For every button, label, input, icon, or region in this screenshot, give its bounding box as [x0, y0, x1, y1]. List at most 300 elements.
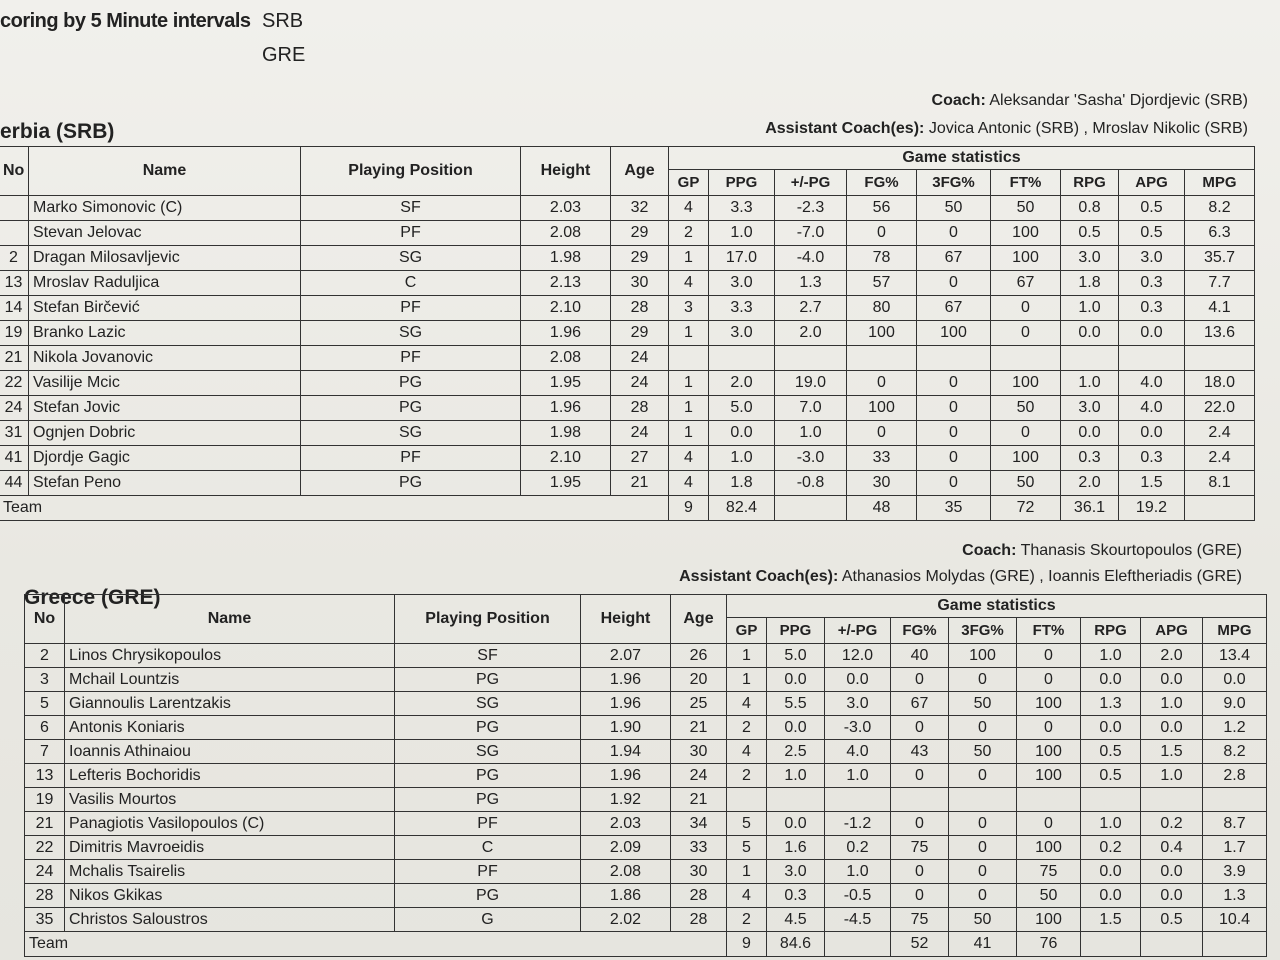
cell-r4-c6: 2.5 [767, 740, 825, 764]
cell-r10-c9: 0 [949, 884, 1017, 908]
header-stat-5: FT% [991, 170, 1061, 196]
cell-r11-c7: -4.5 [825, 908, 891, 932]
cell-r4-c2: SG [395, 740, 581, 764]
cell-r11-c13: 8.1 [1185, 471, 1255, 496]
cell-r9-c7: 1.0 [775, 421, 847, 446]
cell-r8-c1: Dimitris Mavroeidis [65, 836, 395, 860]
player-row [25, 668, 1267, 692]
cell-r2-c9: 50 [949, 692, 1017, 716]
cell-r0-c3: 2.07 [581, 644, 671, 668]
cell-r3-c13: 1.2 [1203, 716, 1267, 740]
cell-r6-c1: Nikola Jovanovic [29, 346, 301, 371]
cell-r1-c2: PG [395, 668, 581, 692]
cell-r10-c11: 0.3 [1061, 446, 1119, 471]
header-game-statistics: Game statistics [727, 595, 1267, 618]
cell-r4-c1: Stefan Birčević [29, 296, 301, 321]
cell-r0-c12: 2.0 [1141, 644, 1203, 668]
cell-r1-c1: Stevan Jelovac [29, 221, 301, 246]
cell-r6-c2: PF [301, 346, 521, 371]
cell-r2-c6: 5.5 [767, 692, 825, 716]
cell-r2-c5: 1 [669, 246, 709, 271]
cell-r9-c0: 24 [25, 860, 65, 884]
cell-r9-c1: Ognjen Dobric [29, 421, 301, 446]
total-2 [775, 496, 847, 521]
cell-r10-c6: 1.0 [709, 446, 775, 471]
cell-r4-c13: 4.1 [1185, 296, 1255, 321]
cell-r7-c10: 100 [991, 371, 1061, 396]
gre-assistant-label: Assistant Coach(es): [679, 568, 839, 585]
cell-r8-c1: Stefan Jovic [29, 396, 301, 421]
player-row [25, 836, 1267, 860]
cell-r4-c4: 30 [671, 740, 727, 764]
header-stat-3: FG% [847, 170, 917, 196]
header-col-position: Playing Position [301, 147, 521, 196]
cell-r6-c5 [669, 346, 709, 371]
cell-r10-c9: 0 [917, 446, 991, 471]
player-row [0, 396, 1255, 421]
cell-r0-c12: 0.5 [1119, 196, 1185, 221]
cell-r9-c2: SG [301, 421, 521, 446]
cell-r10-c12: 0.3 [1119, 446, 1185, 471]
header-col-no: No [25, 595, 65, 644]
cell-r3-c0: 13 [0, 271, 29, 296]
cell-r3-c13: 7.7 [1185, 271, 1255, 296]
cell-r4-c7: 4.0 [825, 740, 891, 764]
player-row [0, 246, 1255, 271]
cell-r11-c2: PG [301, 471, 521, 496]
total-6: 36.1 [1061, 496, 1119, 521]
cell-r3-c8: 0 [891, 716, 949, 740]
cell-r1-c8: 0 [847, 221, 917, 246]
cell-r4-c0: 14 [0, 296, 29, 321]
cell-r10-c5: 4 [669, 446, 709, 471]
player-row [0, 346, 1255, 371]
cell-r5-c1: Branko Lazic [29, 321, 301, 346]
cell-r5-c10: 0 [991, 321, 1061, 346]
player-row [25, 788, 1267, 812]
cell-r5-c0: 13 [25, 764, 65, 788]
cell-r9-c13: 2.4 [1185, 421, 1255, 446]
cell-r1-c6: 1.0 [709, 221, 775, 246]
cell-r0-c6: 5.0 [767, 644, 825, 668]
header-stat-7: APG [1141, 618, 1203, 644]
header-col-height: Height [521, 147, 611, 196]
cell-r1-c4: 20 [671, 668, 727, 692]
cell-r4-c10: 0 [991, 296, 1061, 321]
gre-stats-table [24, 594, 1267, 957]
cell-r0-c11: 1.0 [1081, 644, 1141, 668]
cell-r10-c11: 0.0 [1081, 884, 1141, 908]
cell-r7-c1: Panagiotis Vasilopoulos (C) [65, 812, 395, 836]
cell-r0-c1: Linos Chrysikopoulos [65, 644, 395, 668]
cell-r6-c4: 21 [671, 788, 727, 812]
cell-r5-c11: 0.5 [1081, 764, 1141, 788]
cell-r1-c11: 0.5 [1061, 221, 1119, 246]
cell-r7-c2: PG [301, 371, 521, 396]
header-game-statistics: Game statistics [669, 147, 1255, 170]
header-col-position: Playing Position [395, 595, 581, 644]
cell-r9-c8: 0 [847, 421, 917, 446]
cell-r10-c3: 1.86 [581, 884, 671, 908]
cell-r7-c0: 22 [0, 371, 29, 396]
cell-r6-c12 [1119, 346, 1185, 371]
cell-r10-c2: PF [301, 446, 521, 471]
cell-r1-c0 [0, 221, 29, 246]
cell-r2-c11: 1.3 [1081, 692, 1141, 716]
cell-r2-c1: Giannoulis Larentzakis [65, 692, 395, 716]
cell-r5-c6: 1.0 [767, 764, 825, 788]
cell-r4-c12: 1.5 [1141, 740, 1203, 764]
cell-r3-c6: 0.0 [767, 716, 825, 740]
player-row [0, 446, 1255, 471]
cell-r10-c2: PG [395, 884, 581, 908]
cell-r2-c12: 1.0 [1141, 692, 1203, 716]
cell-r6-c9 [949, 788, 1017, 812]
total-3: 52 [891, 932, 949, 957]
cell-r10-c8: 0 [891, 884, 949, 908]
cell-r1-c1: Mchail Lountzis [65, 668, 395, 692]
cell-r10-c7: -3.0 [775, 446, 847, 471]
cell-r9-c6: 0.0 [709, 421, 775, 446]
cell-r9-c9: 0 [917, 421, 991, 446]
total-7 [1141, 932, 1203, 957]
srb-assistant-label: Assistant Coach(es): [765, 120, 925, 137]
player-row [25, 692, 1267, 716]
cell-r9-c13: 3.9 [1203, 860, 1267, 884]
cell-r6-c6 [709, 346, 775, 371]
cell-r4-c5: 4 [727, 740, 767, 764]
cell-r4-c5: 3 [669, 296, 709, 321]
cell-r2-c12: 3.0 [1119, 246, 1185, 271]
cell-r10-c4: 27 [611, 446, 669, 471]
cell-r1-c5: 1 [727, 668, 767, 692]
cell-r2-c2: SG [395, 692, 581, 716]
cell-r7-c11: 1.0 [1081, 812, 1141, 836]
cell-r11-c4: 28 [671, 908, 727, 932]
cell-r7-c8: 0 [891, 812, 949, 836]
cell-r6-c11 [1081, 788, 1141, 812]
cell-r3-c5: 4 [669, 271, 709, 296]
header-stat-7: APG [1119, 170, 1185, 196]
cell-r6-c3: 1.92 [581, 788, 671, 812]
cell-r8-c10: 50 [991, 396, 1061, 421]
cell-r7-c3: 2.03 [581, 812, 671, 836]
cell-r2-c2: SG [301, 246, 521, 271]
cell-r0-c7: 12.0 [825, 644, 891, 668]
cell-r0-c4: 32 [611, 196, 669, 221]
cell-r11-c3: 1.95 [521, 471, 611, 496]
cell-r8-c6: 1.6 [767, 836, 825, 860]
cell-r8-c5: 1 [669, 396, 709, 421]
header-col-name: Name [65, 595, 395, 644]
cell-r11-c1: Stefan Peno [29, 471, 301, 496]
cell-r8-c13: 22.0 [1185, 396, 1255, 421]
cell-r7-c10: 0 [1017, 812, 1081, 836]
cell-r11-c0: 35 [25, 908, 65, 932]
total-0: 9 [727, 932, 767, 957]
cell-r3-c3: 1.90 [581, 716, 671, 740]
cell-r9-c5: 1 [727, 860, 767, 884]
player-row [25, 764, 1267, 788]
cell-r1-c10: 100 [991, 221, 1061, 246]
header-stat-0: GP [727, 618, 767, 644]
cell-r2-c10: 100 [1017, 692, 1081, 716]
cell-r8-c11: 3.0 [1061, 396, 1119, 421]
cell-r5-c5: 2 [727, 764, 767, 788]
cell-r9-c12: 0.0 [1119, 421, 1185, 446]
cell-r10-c12: 0.0 [1141, 884, 1203, 908]
cell-r10-c3: 2.10 [521, 446, 611, 471]
cell-r1-c11: 0.0 [1081, 668, 1141, 692]
cell-r2-c4: 25 [671, 692, 727, 716]
cell-r1-c4: 29 [611, 221, 669, 246]
cell-r7-c4: 24 [611, 371, 669, 396]
cell-r11-c8: 75 [891, 908, 949, 932]
cell-r6-c10 [1017, 788, 1081, 812]
team-total-label: Team [0, 496, 669, 521]
gre-coach-name: Thanasis Skourtopoulos (GRE) [1020, 542, 1242, 559]
cell-r5-c8: 0 [891, 764, 949, 788]
cell-r5-c2: SG [301, 321, 521, 346]
total-3: 48 [847, 496, 917, 521]
cell-r3-c12: 0.3 [1119, 271, 1185, 296]
cell-r5-c7: 2.0 [775, 321, 847, 346]
cell-r6-c7 [775, 346, 847, 371]
cell-r0-c10: 0 [1017, 644, 1081, 668]
srb-coach-name: Aleksandar 'Sasha' Djordjevic (SRB) [989, 92, 1248, 109]
cell-r8-c12: 4.0 [1119, 396, 1185, 421]
cell-r10-c5: 4 [727, 884, 767, 908]
srb-coach-line [932, 92, 1248, 110]
cell-r10-c7: -0.5 [825, 884, 891, 908]
header-stat-1: PPG [709, 170, 775, 196]
cell-r10-c4: 28 [671, 884, 727, 908]
gre-team-title: Greece (GRE) [24, 586, 161, 609]
total-6 [1081, 932, 1141, 957]
cell-r6-c13 [1203, 788, 1267, 812]
cell-r3-c11: 1.8 [1061, 271, 1119, 296]
cell-r5-c0: 19 [0, 321, 29, 346]
player-row [0, 371, 1255, 396]
cell-r10-c13: 1.3 [1203, 884, 1267, 908]
cell-r3-c6: 3.0 [709, 271, 775, 296]
cell-r0-c13: 8.2 [1185, 196, 1255, 221]
cell-r0-c1: Marko Simonovic (C) [29, 196, 301, 221]
cell-r5-c9: 0 [949, 764, 1017, 788]
player-row [25, 716, 1267, 740]
team-total-label: Team [25, 932, 727, 957]
header-stat-3: FG% [891, 618, 949, 644]
cell-r10-c10: 50 [1017, 884, 1081, 908]
cell-r7-c9: 0 [949, 812, 1017, 836]
cell-r6-c5 [727, 788, 767, 812]
cell-r1-c13: 0.0 [1203, 668, 1267, 692]
cell-r4-c7: 2.7 [775, 296, 847, 321]
cell-r5-c3: 1.96 [581, 764, 671, 788]
cell-r2-c5: 4 [727, 692, 767, 716]
cell-r5-c13: 2.8 [1203, 764, 1267, 788]
cell-r9-c10: 0 [991, 421, 1061, 446]
cell-r6-c6 [767, 788, 825, 812]
cell-r0-c8: 40 [891, 644, 949, 668]
cell-r7-c0: 21 [25, 812, 65, 836]
cell-r9-c1: Mchalis Tsairelis [65, 860, 395, 884]
cell-r8-c0: 22 [25, 836, 65, 860]
cell-r3-c7: 1.3 [775, 271, 847, 296]
cell-r3-c10: 0 [1017, 716, 1081, 740]
cell-r5-c8: 100 [847, 321, 917, 346]
cell-r8-c0: 24 [0, 396, 29, 421]
player-row [25, 644, 1267, 668]
cell-r10-c0: 41 [0, 446, 29, 471]
cell-r11-c3: 2.02 [581, 908, 671, 932]
cell-r9-c0: 31 [0, 421, 29, 446]
cell-r4-c8: 80 [847, 296, 917, 321]
cell-r11-c12: 0.5 [1141, 908, 1203, 932]
cell-r11-c10: 100 [1017, 908, 1081, 932]
cell-r10-c1: Djordje Gagic [29, 446, 301, 471]
cell-r8-c3: 1.96 [521, 396, 611, 421]
sheet-header-title: coring by 5 Minute intervals [0, 10, 251, 32]
header-stat-2: +/-PG [775, 170, 847, 196]
cell-r4-c13: 8.2 [1203, 740, 1267, 764]
cell-r0-c0: 2 [25, 644, 65, 668]
cell-r5-c7: 1.0 [825, 764, 891, 788]
cell-r1-c0: 3 [25, 668, 65, 692]
cell-r0-c2: SF [301, 196, 521, 221]
cell-r11-c6: 4.5 [767, 908, 825, 932]
header-col-age: Age [611, 147, 669, 196]
cell-r2-c0: 5 [25, 692, 65, 716]
cell-r5-c13: 13.6 [1185, 321, 1255, 346]
cell-r7-c7: 19.0 [775, 371, 847, 396]
cell-r6-c9 [917, 346, 991, 371]
player-row [0, 471, 1255, 496]
player-row [0, 221, 1255, 246]
cell-r1-c3: 2.08 [521, 221, 611, 246]
cell-r9-c9: 0 [949, 860, 1017, 884]
cell-r9-c7: 1.0 [825, 860, 891, 884]
cell-r0-c0 [0, 196, 29, 221]
gre-assistant-names: Athanasios Molydas (GRE) , Ioannis Eleftheriadis (GRE) [841, 568, 1242, 585]
cell-r2-c11: 3.0 [1061, 246, 1119, 271]
cell-r4-c8: 43 [891, 740, 949, 764]
cell-r11-c11: 1.5 [1081, 908, 1141, 932]
cell-r0-c13: 13.4 [1203, 644, 1267, 668]
player-row [25, 908, 1267, 932]
player-row [0, 296, 1255, 321]
cell-r6-c2: PG [395, 788, 581, 812]
cell-r8-c7: 7.0 [775, 396, 847, 421]
cell-r0-c5: 1 [727, 644, 767, 668]
total-7: 19.2 [1119, 496, 1185, 521]
cell-r6-c8 [891, 788, 949, 812]
header-stat-4: 3FG% [949, 618, 1017, 644]
cell-r11-c11: 2.0 [1061, 471, 1119, 496]
cell-r8-c3: 2.09 [581, 836, 671, 860]
totals-row [25, 932, 1267, 957]
header-col-height: Height [581, 595, 671, 644]
cell-r5-c4: 29 [611, 321, 669, 346]
cell-r9-c11: 0.0 [1081, 860, 1141, 884]
srb-assistant-line [765, 120, 1248, 138]
cell-r6-c13 [1185, 346, 1255, 371]
cell-r5-c12: 1.0 [1141, 764, 1203, 788]
cell-r8-c8: 75 [891, 836, 949, 860]
total-5: 72 [991, 496, 1061, 521]
cell-r5-c9: 100 [917, 321, 991, 346]
cell-r2-c7: 3.0 [825, 692, 891, 716]
cell-r11-c2: G [395, 908, 581, 932]
cell-r11-c4: 21 [611, 471, 669, 496]
total-4: 35 [917, 496, 991, 521]
cell-r2-c7: -4.0 [775, 246, 847, 271]
header-col-name: Name [29, 147, 301, 196]
cell-r11-c13: 10.4 [1203, 908, 1267, 932]
cell-r1-c9: 0 [949, 668, 1017, 692]
cell-r4-c0: 7 [25, 740, 65, 764]
cell-r4-c10: 100 [1017, 740, 1081, 764]
srb-coach-label: Coach: [931, 92, 986, 109]
cell-r5-c11: 0.0 [1061, 321, 1119, 346]
cell-r5-c10: 100 [1017, 764, 1081, 788]
cell-r5-c1: Lefteris Bochoridis [65, 764, 395, 788]
cell-r2-c6: 17.0 [709, 246, 775, 271]
cell-r9-c6: 3.0 [767, 860, 825, 884]
cell-r5-c12: 0.0 [1119, 321, 1185, 346]
cell-r11-c9: 0 [917, 471, 991, 496]
cell-r7-c5: 5 [727, 812, 767, 836]
cell-r11-c6: 1.8 [709, 471, 775, 496]
cell-r10-c0: 28 [25, 884, 65, 908]
header-stat-8: MPG [1185, 170, 1255, 196]
cell-r7-c7: -1.2 [825, 812, 891, 836]
header-stat-1: PPG [767, 618, 825, 644]
cell-r6-c0: 21 [0, 346, 29, 371]
cell-r7-c12: 0.2 [1141, 812, 1203, 836]
cell-r6-c4: 24 [611, 346, 669, 371]
cell-r1-c9: 0 [917, 221, 991, 246]
cell-r11-c7: -0.8 [775, 471, 847, 496]
total-5: 76 [1017, 932, 1081, 957]
cell-r7-c9: 0 [917, 371, 991, 396]
cell-r4-c11: 1.0 [1061, 296, 1119, 321]
cell-r7-c3: 1.95 [521, 371, 611, 396]
cell-r3-c10: 67 [991, 271, 1061, 296]
cell-r1-c12: 0.5 [1119, 221, 1185, 246]
cell-r4-c12: 0.3 [1119, 296, 1185, 321]
cell-r0-c10: 50 [991, 196, 1061, 221]
cell-r4-c2: PF [301, 296, 521, 321]
cell-r7-c6: 0.0 [767, 812, 825, 836]
player-row [0, 271, 1255, 296]
cell-r3-c3: 2.13 [521, 271, 611, 296]
cell-r0-c6: 3.3 [709, 196, 775, 221]
total-1: 82.4 [709, 496, 775, 521]
cell-r3-c4: 30 [611, 271, 669, 296]
cell-r3-c4: 21 [671, 716, 727, 740]
cell-r8-c7: 0.2 [825, 836, 891, 860]
cell-r2-c4: 29 [611, 246, 669, 271]
cell-r0-c11: 0.8 [1061, 196, 1119, 221]
header-stat-6: RPG [1081, 618, 1141, 644]
player-row [0, 196, 1255, 221]
cell-r8-c10: 100 [1017, 836, 1081, 860]
cell-r5-c4: 24 [671, 764, 727, 788]
total-0: 9 [669, 496, 709, 521]
cell-r7-c13: 8.7 [1203, 812, 1267, 836]
cell-r3-c1: Antonis Koniaris [65, 716, 395, 740]
